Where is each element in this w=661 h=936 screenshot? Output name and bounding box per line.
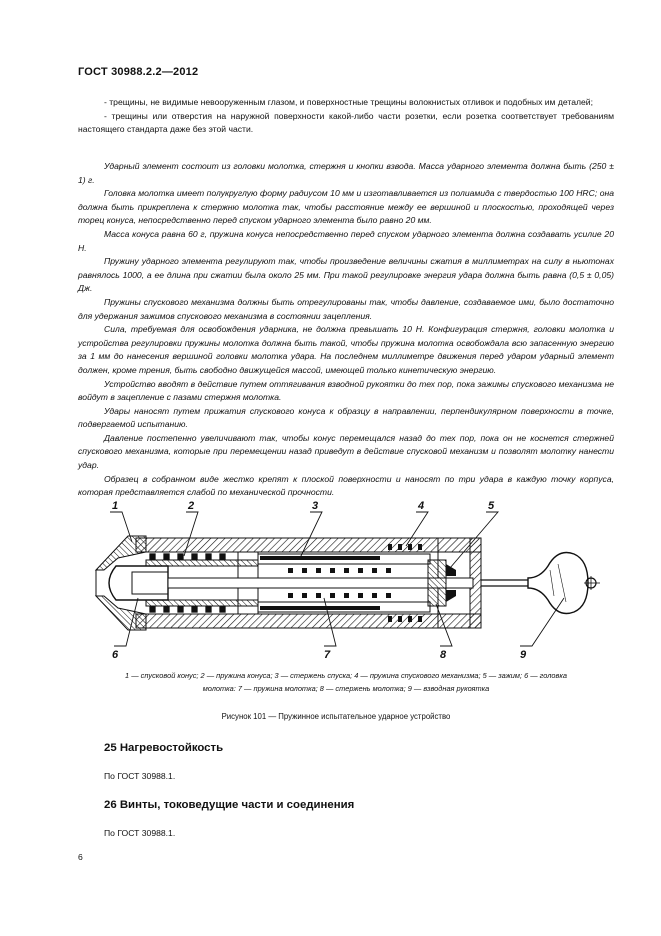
- callout-5: 5: [488, 500, 495, 512]
- callout-9: 9: [520, 649, 527, 661]
- page-number: 6: [78, 852, 83, 862]
- paragraph-cracks-holes: - трещины или отверстия на наружной поверхности какой-либо части розетки, если розетка соответствует требованиям настоящего стандарта даже без этой части.: [78, 110, 614, 135]
- paragraph-specimen: Образец в собранном виде жестко крепят к плоской поверхности и наносят по три удара в каждую точку корпуса, которая представляется слабой по механической прочности.: [78, 473, 614, 498]
- section-25-heading: 25 Нагревостойкость: [104, 742, 224, 754]
- callout-2: 2: [188, 500, 195, 512]
- paragraph-hammer-head: Головка молотка имеет полукруглую форму радиусом 10 мм и изготавливается из полиамида с твердостью 100 HRC; она должна быть прикреплена к стержню молотка так, чтобы расстояние между ее вершиной и плоскостью, проходящей через торец конуса, непосредственно перед спуском ударного элемента было равно 20 мм.: [78, 188, 614, 226]
- spring-impact-device-drawing: [88, 498, 608, 663]
- callout-1: 1: [112, 500, 119, 512]
- callout-8: 8: [440, 649, 447, 661]
- callout-4: 4: [418, 500, 425, 512]
- figure-legend-line-1: 1 — спусковой конус; 2 — пружина конуса; 3 — стержень спуска; 4 — пружина спускового механизма; 5 — зажим; 6 — головка: [125, 671, 567, 680]
- section-25-reference: По ГОСТ 30988.1.: [104, 771, 176, 781]
- section-26-reference: По ГОСТ 30988.1.: [104, 828, 176, 838]
- figure-legend: [80, 670, 612, 695]
- hammer-rod: [168, 560, 473, 606]
- section-26-heading: 26 Винты, токоведущие части и соединения: [104, 799, 355, 811]
- cocking-handle: [481, 553, 600, 614]
- hammer-head: [109, 566, 168, 600]
- paragraph-release-force: Сила, требуемая для освобождения ударника, не должна превышать 10 Н. Конфигурация стержня, головки молотка и устройства регулировки пружины молотка должна быть такой, чтобы пружина молотка освобождала всю запасенную энергию за 1 мм до нанесения вершиной головки молотка удара. На последнем миллиметре движения перед ударом ударный элемент должен, кроме трения, быть свободно движущейся массой, имеющей только кинетическую энергию.: [78, 324, 614, 375]
- paragraph-cone-mass: Масса конуса равна 60 г, пружина конуса непосредственно перед спуском ударного элемента должна создавать усилие 20 Н.: [78, 228, 614, 253]
- document-header: ГОСТ 30988.2.2—2012: [78, 66, 199, 78]
- paragraph-striker-spring: Пружину ударного элемента регулируют так, чтобы произведение величины сжатия в миллиметрах на силу в ньютонах равнялось 1000, а ее длина при сжатии была около 25 мм. При такой регулировке энергия удара должна быть равна (0,5 ± 0,05) Дж.: [78, 256, 614, 294]
- callout-7: 7: [324, 649, 331, 661]
- paragraph-impact: Удары наносят путем прижатия спускового конуса к образцу в направлении, перпендикулярном поверхности в точке, подвергаемой испытанию.: [78, 405, 614, 430]
- paragraph-cracks-invisible: - трещины, не видимые невооруженным глазом, и поверхностные трещины волокнистых отливок и подобных им деталей;: [104, 97, 593, 107]
- paragraph-release-springs: Пружины спускового механизма должны быть отрегулированы так, чтобы давление, создаваемое ими, было достаточно для удержания зажимов спускового механизма в состоянии зацепления.: [78, 296, 614, 321]
- plain-text-block: [78, 96, 614, 137]
- paragraph-pressure: Давление постепенно увеличивают так, чтобы конус перемещался назад до тех пор, пока он не коснется стержней спускового механизма, которые при перемещении назад приведут в действие спусковой механизм и позволят молотку нанести удар.: [78, 432, 614, 471]
- callout-6: 6: [112, 649, 119, 661]
- callout-3: 3: [312, 500, 319, 512]
- figure-caption: Рисунок 101 — Пружинное испытательное ударное устройство: [221, 712, 451, 721]
- figure-legend-line-2: молотка: 7 — пружина молотка; 8 — стержень молотка; 9 — взводная рукоятка: [202, 683, 490, 693]
- italic-text-block: [78, 160, 614, 500]
- paragraph-striker: Ударный элемент состоит из головки молотка, стержня и кнопки взвода. Масса ударного элемента должна быть (250 ± 1) г.: [78, 161, 614, 185]
- paragraph-cocking: Устройство вводят в действие путем оттягивания взводной рукоятки до тех пор, пока зажимы спускового механизма не войдут в зацепление с пазами стержня молотка.: [78, 378, 614, 403]
